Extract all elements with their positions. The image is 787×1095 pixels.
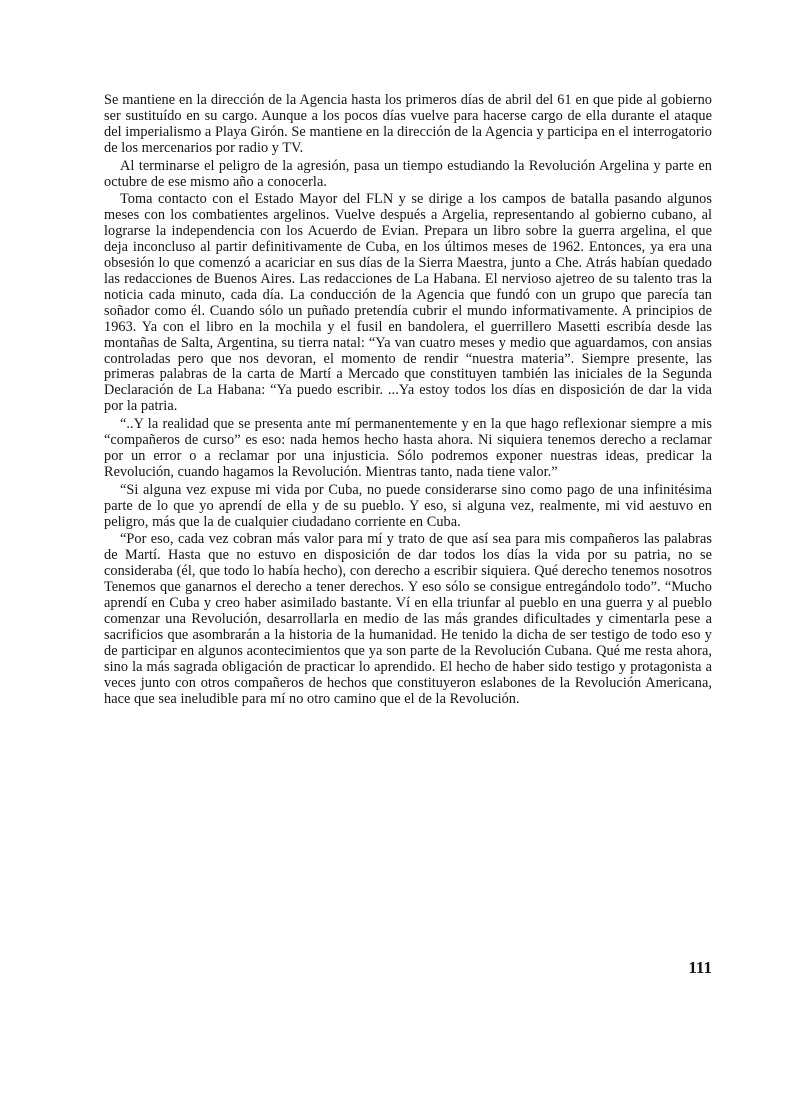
body-text <box>104 93 712 707</box>
paragraph-5: “Si alguna vez expuse mi vida por Cuba, no puede considerarse sino como pago de una infinitésima parte de lo que yo aprendí de ella y de su pueblo. Y eso, si alguna vez, realmente, mi vid aestuvo en peligro, más que la de cualquier ciudadano corriente en Cuba. <box>104 481 712 530</box>
paragraph-1: Se mantiene en la dirección de la Agencia hasta los primeros días de abril del 61 en que pide al gobierno ser sustituído en su cargo. Aunque a los pocos días vuelve para hacerse cargo de ella durante el ataque del imperialismo a Playa Girón. Se mantiene en la dirección de la Agencia y participa en el interrogatorio de los mercenarios por radio y TV. <box>104 92 712 156</box>
paragraph-6: “Por eso, cada vez cobran más valor para mí y trato de que así sea para mis compañeros las palabras de Martí. Hasta que no estuvo en disposición de dar todos los días la vida por su patria, no se consideraba (él, que todo lo había hecho), con derecho a escribir siquiera. Qué derecho tenemos nosotros Tenemos que ganarnos el derecho a tener derechos. Y eso sólo se consigue entregándolo todo”. “Mucho aprendí en Cuba y creo haber asimilado bastante. Ví en ella triunfar al pueblo en una guerra y al pueblo comenzar una Revolución, desarrollarla en medio de las más grandes dificultades y cimentarla pese a sacrificios que asombrarán a la historia de la humanidad. He tenido la dicha de ser testigo de todo eso y de participar en algunos acontecimientos que ya son parte de la Revolución Cubana. Qué me resta ahora, sino la más sagrada obligación de practicar lo aprendido. El hecho de haber sido testigo y protagonista a veces junto con otros compañeros de hechos que constituyeron eslabones de la Revolución Americana, hace que sea ineludible para mí no otro camino que el de la Revolución. <box>104 531 712 707</box>
paragraph-4: “..Y la realidad que se presenta ante mí permanentemente y en la que hago reflexionar siempre a mis “compañeros de curso” es eso: nada hemos hecho hasta ahora. Ni siquiera tenemos derecho a reclamar por un error o a reclamar por una injusticia. Sólo podremos exponer nuestras ideas, predicar la Revolución, cuando hagamos la Revolución. Mientras tanto, nada tiene valor.” <box>104 416 712 480</box>
page-number: 111 <box>688 958 712 977</box>
paragraph-2: Al terminarse el peligro de la agresión, pasa un tiempo estudiando la Revolución Argelina y parte en octubre de ese mismo año a conocerla. <box>104 157 712 190</box>
paragraph-3: Toma contacto con el Estado Mayor del FLN y se dirige a los campos de batalla pasando algunos meses con los combatientes argelinos. Vuelve después a Argelia, representando al gobierno cubano, al lograrse la independencia con los Acuerdo de Evian. Prepara un libro sobre la guerra argelina, el que deja inconcluso al partir definitivamente de Cuba, en los últimos meses de 1962. Entonces, ya era una obsesión lo que comenzó a acariciar en sus días de la Sierra Maestra, junto a Che. Atrás habían quedado las redacciones de Buenos Aires. Las redacciones de La Habana. El nervioso ajetreo de su talento tras la noticia cada minuto, cada día. La conducción de la Agencia que fundó con un grupo que parecía tan soñador como él. Cuando sólo un puñado pretendía cubrir el mundo informativamente. A principios de 1963. Ya con el libro en la mochila y el fusil en bandolera, el guerrillero Masetti escribía desde las montañas de Salta, Argentina, su tierra natal: “Ya van cuatro meses y medio que aguardamos, con ansias controladas pero que nos devoran, el momento de rendir “nuestra materia”. Siempre presente, las primeras palabras de la carta de Martí a Mercado que constituyen también las iniciales de la Segunda Declaración de La Habana: “Ya puedo escribir. ...Ya estoy todos los días en disposición de dar la vida por la patria. <box>104 191 712 415</box>
